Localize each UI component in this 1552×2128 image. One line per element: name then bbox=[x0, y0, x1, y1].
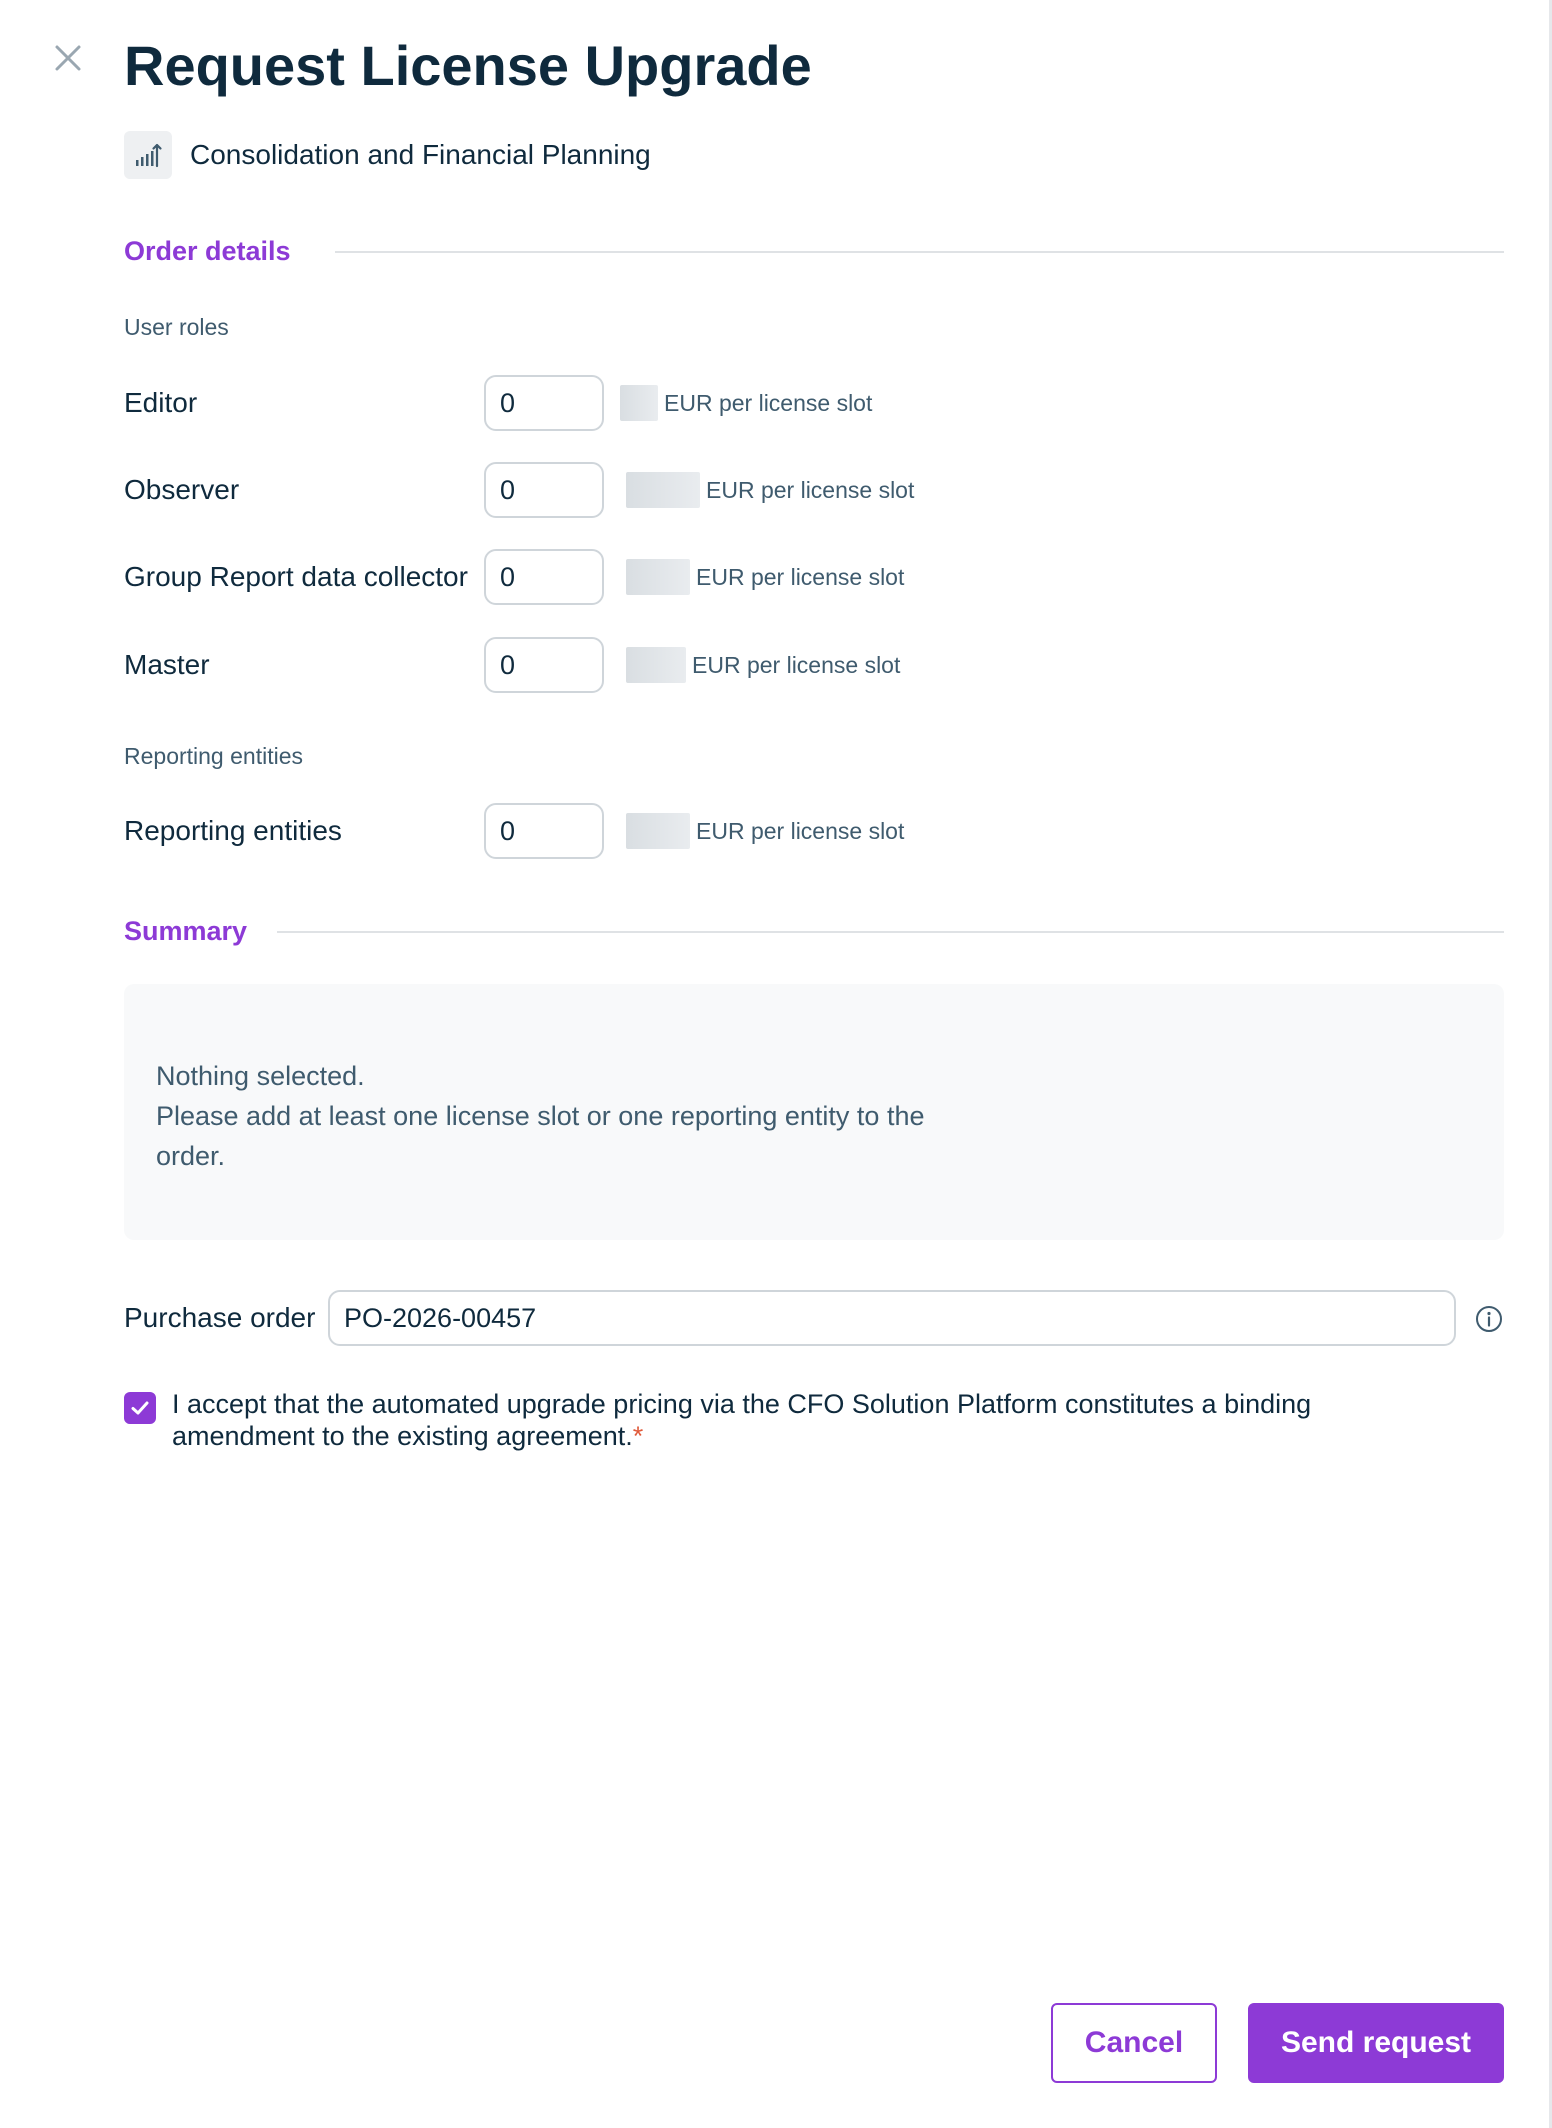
close-button[interactable] bbox=[50, 40, 86, 76]
cancel-button[interactable]: Cancel bbox=[1051, 2003, 1217, 2083]
order-details-heading: Order details bbox=[124, 236, 291, 266]
price-unit-label: EUR per license slot bbox=[696, 817, 905, 844]
summary-section-header bbox=[124, 916, 1504, 947]
group-report-data-collector-quantity-input[interactable] bbox=[484, 549, 604, 605]
price-info bbox=[626, 462, 914, 518]
user-roles-heading: User roles bbox=[124, 314, 229, 340]
dialog-title: Request License Upgrade bbox=[124, 34, 812, 97]
role-label: Group Report data collector bbox=[124, 561, 468, 592]
price-info bbox=[626, 803, 904, 859]
role-row-observer bbox=[124, 462, 1124, 518]
summary-heading: Summary bbox=[124, 916, 248, 946]
entity-label: Reporting entities bbox=[124, 815, 342, 846]
product-name: Consolidation and Financial Planning bbox=[190, 139, 651, 170]
price-value-placeholder bbox=[626, 813, 690, 849]
role-row-master bbox=[124, 637, 1124, 693]
reporting-entities-quantity-input[interactable] bbox=[484, 803, 604, 859]
agreement-label: I accept that the automated upgrade pricing via the CFO Solution Platform constitutes a binding amendment to the existing agreement. bbox=[172, 1389, 1312, 1451]
observer-quantity-input[interactable] bbox=[484, 462, 604, 518]
price-value-placeholder bbox=[626, 472, 700, 508]
agreement-text bbox=[172, 1388, 1392, 1452]
master-quantity-input[interactable] bbox=[484, 637, 604, 693]
purchase-order-label: Purchase order bbox=[124, 1302, 316, 1333]
price-value-placeholder bbox=[626, 647, 686, 683]
editor-quantity-input[interactable] bbox=[484, 375, 604, 431]
send-request-button[interactable]: Send request bbox=[1248, 2003, 1504, 2083]
agreement-checkbox[interactable] bbox=[124, 1392, 156, 1424]
price-info bbox=[620, 375, 872, 431]
price-unit-label: EUR per license slot bbox=[692, 651, 901, 678]
checkmark-icon bbox=[129, 1397, 151, 1419]
info-icon bbox=[1474, 1304, 1504, 1334]
summary-panel bbox=[124, 984, 1504, 1240]
purchase-order-input[interactable] bbox=[328, 1290, 1456, 1346]
price-unit-label: EUR per license slot bbox=[664, 389, 873, 416]
role-label: Observer bbox=[124, 474, 240, 505]
order-details-section-header bbox=[124, 236, 1504, 267]
bar-chart-up-arrow-icon bbox=[124, 131, 172, 179]
close-icon bbox=[53, 43, 83, 73]
entity-row-reporting-entities bbox=[124, 803, 1124, 859]
role-row-editor bbox=[124, 375, 1124, 431]
order-details-divider bbox=[335, 251, 1504, 253]
price-info bbox=[626, 637, 900, 693]
summary-empty-hint: Please add at least one license slot or one reporting entity to the order. bbox=[156, 1101, 925, 1171]
summary-empty-title: Nothing selected. bbox=[156, 1061, 365, 1091]
product-header bbox=[124, 131, 651, 179]
price-value-placeholder bbox=[626, 559, 690, 595]
role-row-group-report-data-collector bbox=[124, 549, 1124, 605]
price-unit-label: EUR per license slot bbox=[696, 563, 905, 590]
reporting-entities-heading: Reporting entities bbox=[124, 743, 303, 769]
purchase-order-info-button[interactable] bbox=[1474, 1304, 1504, 1334]
price-unit-label: EUR per license slot bbox=[706, 476, 915, 503]
price-info bbox=[626, 549, 904, 605]
role-label: Master bbox=[124, 649, 210, 680]
price-value-placeholder bbox=[620, 385, 658, 421]
role-label: Editor bbox=[124, 387, 198, 418]
required-marker: * bbox=[632, 1421, 644, 1451]
summary-divider bbox=[277, 931, 1504, 933]
